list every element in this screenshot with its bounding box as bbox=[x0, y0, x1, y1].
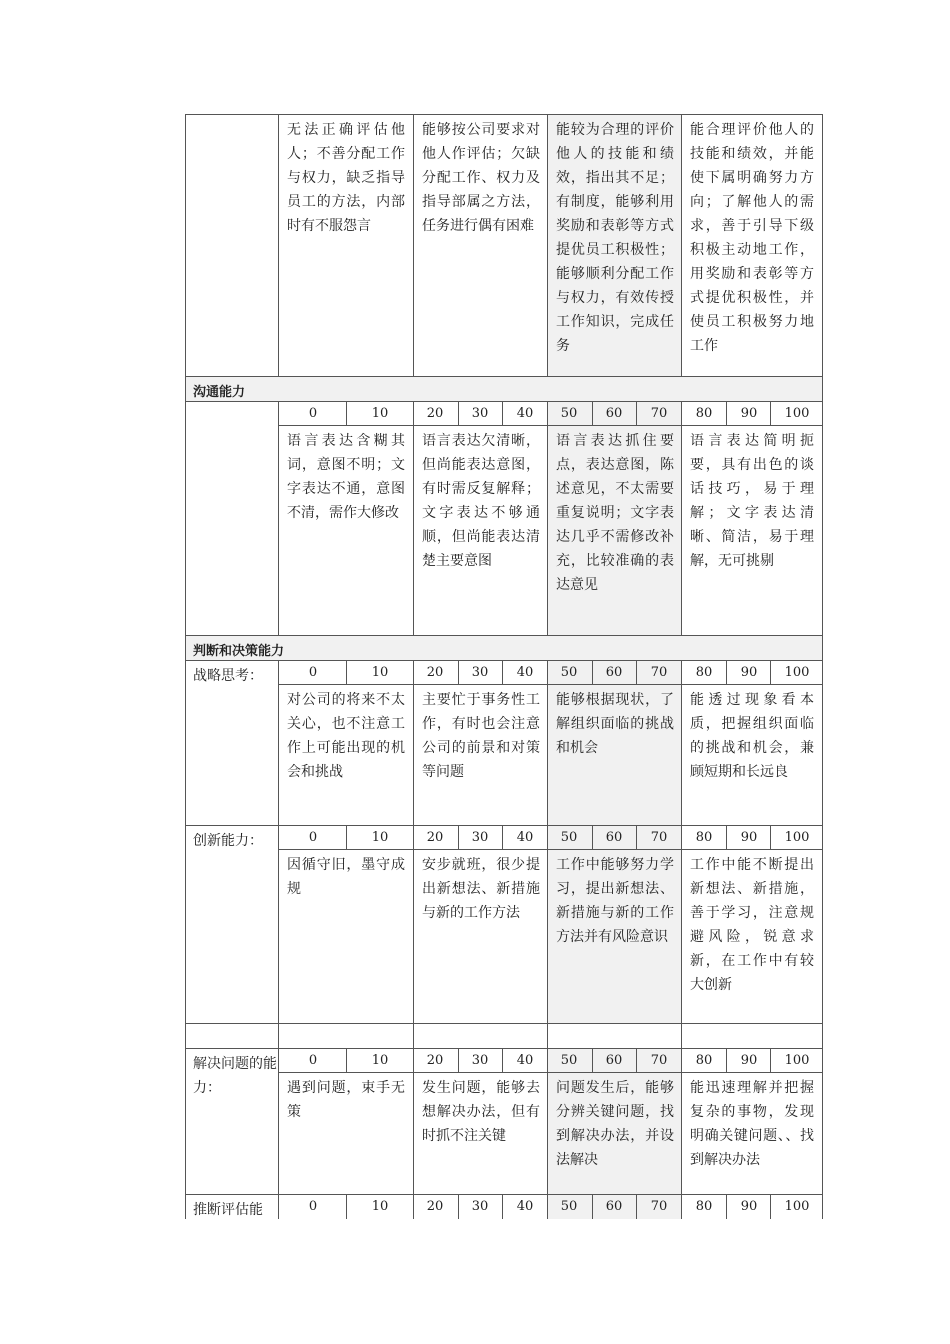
score-label: 20 bbox=[426, 1053, 444, 1068]
score-label: 0 bbox=[308, 1199, 318, 1214]
row-line bbox=[185, 660, 823, 661]
score-sub-line bbox=[726, 825, 727, 849]
row-label-innovation: 创新能力： bbox=[193, 833, 263, 849]
desc-cell: 语言表达抓住要点，表达意图，陈述意见，不太需要重复说明；文字表达几乎不需修改补充，比较准确的表达意见 bbox=[556, 433, 674, 593]
score-sub-line bbox=[592, 660, 593, 684]
row-line bbox=[185, 825, 823, 826]
score-label: 10 bbox=[371, 665, 389, 680]
col-line bbox=[681, 114, 682, 377]
score-label: 60 bbox=[605, 406, 623, 421]
score-label: 50 bbox=[560, 1053, 578, 1068]
row-label-inference: 推断评估能 bbox=[193, 1202, 263, 1218]
section-bg bbox=[186, 377, 822, 401]
col-line bbox=[547, 660, 548, 1219]
score-label: 20 bbox=[426, 830, 444, 845]
score-label: 60 bbox=[605, 1199, 623, 1214]
score-sub-line bbox=[458, 660, 459, 684]
row-line bbox=[278, 425, 823, 426]
score-sub-line bbox=[592, 1048, 593, 1072]
desc-cell: 遇到问题，束手无策 bbox=[287, 1080, 405, 1120]
col-line bbox=[413, 660, 414, 1219]
score-sub-line bbox=[770, 825, 771, 849]
score-label: 70 bbox=[650, 830, 668, 845]
desc-cell: 能够按公司要求对他人作评估；欠缺分配工作、权力及指导部属之方法，任务进行偶有困难 bbox=[422, 122, 540, 234]
score-sub-line bbox=[592, 1194, 593, 1219]
score-label: 0 bbox=[308, 830, 318, 845]
score-label: 100 bbox=[784, 406, 810, 421]
score-label: 60 bbox=[605, 1053, 623, 1068]
row-line bbox=[185, 1023, 823, 1024]
desc-cell: 能够根据现状，了解组织面临的挑战和机会 bbox=[556, 692, 674, 756]
score-label: 100 bbox=[784, 665, 810, 680]
row-line bbox=[185, 1194, 823, 1195]
score-label: 90 bbox=[740, 406, 758, 421]
score-label: 20 bbox=[426, 1199, 444, 1214]
desc-cell: 能迅速理解并把握复杂的事物，发现明确关键问题、、找到解决办法 bbox=[690, 1080, 814, 1168]
score-sub-line bbox=[636, 401, 637, 425]
score-sub-line bbox=[770, 401, 771, 425]
score-sub-line bbox=[592, 401, 593, 425]
row-label-strategy: 战略思考： bbox=[193, 668, 263, 684]
score-label: 30 bbox=[471, 665, 489, 680]
score-sub-line bbox=[346, 825, 347, 849]
row-line bbox=[185, 401, 823, 402]
score-sub-line bbox=[346, 1194, 347, 1219]
score-sub-line bbox=[592, 825, 593, 849]
score-label: 40 bbox=[516, 406, 534, 421]
score-sub-line bbox=[458, 825, 459, 849]
desc-cell: 工作中能够努力学习，提出新想法、新措施与新的工作方法并有风险意识 bbox=[556, 857, 674, 945]
score-sub-line bbox=[502, 1048, 503, 1072]
score-label: 30 bbox=[471, 1053, 489, 1068]
section-title-communication: 沟通能力 bbox=[193, 385, 246, 400]
score-sub-line bbox=[502, 1194, 503, 1219]
score-label: 20 bbox=[426, 406, 444, 421]
score-label: 90 bbox=[740, 665, 758, 680]
section-title-judgment: 判断和决策能力 bbox=[193, 644, 285, 659]
score-label: 0 bbox=[308, 665, 318, 680]
score-sub-line bbox=[726, 1048, 727, 1072]
desc-cell: 能合理评价他人的技能和绩效，并能使下属明确努力方向；了解他人的需求，善于引导下级积极主动地工作，用奖励和表彰等方式提优积极性，并使员工积极努力地工作 bbox=[690, 122, 814, 354]
score-sub-line bbox=[502, 401, 503, 425]
score-label: 60 bbox=[605, 665, 623, 680]
score-label: 80 bbox=[695, 1053, 713, 1068]
desc-cell: 工作中能不断提出新想法、新措施，善于学习，注意规避风险，锐意求新，在工作中有较大创新 bbox=[690, 857, 814, 993]
score-label: 50 bbox=[560, 406, 578, 421]
score-sub-line bbox=[770, 1194, 771, 1219]
desc-cell: 因循守旧，墨守成规 bbox=[287, 857, 405, 897]
score-sub-line bbox=[636, 1194, 637, 1219]
desc-cell: 语言表达含糊其词，意图不明；文字表达不通，意图不清，需作大修改 bbox=[287, 433, 405, 521]
row-line bbox=[278, 1072, 823, 1073]
score-label: 30 bbox=[471, 406, 489, 421]
col-line bbox=[681, 401, 682, 636]
col-line bbox=[413, 401, 414, 636]
score-label: 50 bbox=[560, 1199, 578, 1214]
score-label: 0 bbox=[308, 406, 318, 421]
col-line bbox=[278, 660, 279, 1219]
col-line bbox=[278, 114, 279, 377]
score-sub-line bbox=[636, 825, 637, 849]
col-line bbox=[681, 660, 682, 1219]
desc-cell: 主要忙于事务性工作，有时也会注意公司的前景和对策等问题 bbox=[422, 692, 540, 780]
row-line bbox=[185, 635, 823, 636]
score-label: 10 bbox=[371, 1053, 389, 1068]
score-label: 30 bbox=[471, 830, 489, 845]
score-label: 90 bbox=[740, 1053, 758, 1068]
score-label: 20 bbox=[426, 665, 444, 680]
desc-cell: 无法正确评估他人；不善分配工作与权力，缺乏指导员工的方法，内部时有不服怨言 bbox=[287, 122, 405, 234]
row-label-problem-solving: 解决问题的能力： bbox=[193, 1056, 277, 1096]
score-sub-line bbox=[726, 401, 727, 425]
score-sub-line bbox=[458, 401, 459, 425]
score-label: 10 bbox=[371, 406, 389, 421]
score-sub-line bbox=[726, 1194, 727, 1219]
score-sub-line bbox=[770, 660, 771, 684]
score-label: 50 bbox=[560, 665, 578, 680]
score-sub-line bbox=[726, 660, 727, 684]
col-line bbox=[278, 401, 279, 636]
score-sub-line bbox=[458, 1048, 459, 1072]
row-line bbox=[185, 376, 823, 377]
score-label: 40 bbox=[516, 665, 534, 680]
score-label: 40 bbox=[516, 1199, 534, 1214]
score-label: 90 bbox=[740, 1199, 758, 1214]
score-label: 80 bbox=[695, 1199, 713, 1214]
score-label: 30 bbox=[471, 1199, 489, 1214]
score-label: 10 bbox=[371, 1199, 389, 1214]
desc-cell: 能透过现象看本质，把握组织面临的挑战和机会，兼顾短期和长远良 bbox=[690, 692, 814, 780]
col-line bbox=[547, 401, 548, 636]
score-sub-line bbox=[346, 660, 347, 684]
desc-cell: 语言表达简明扼要，具有出色的谈话技巧，易于理解；文字表达清晰、简洁，易于理解，无可挑剔 bbox=[690, 433, 814, 569]
score-sub-line bbox=[636, 660, 637, 684]
score-sub-line bbox=[636, 1048, 637, 1072]
score-sub-line bbox=[346, 1048, 347, 1072]
desc-cell: 能较为合理的评价他人的技能和绩效，指出其不足；有制度，能够利用奖励和表彰等方式提优员工积极性；能够顺利分配工作与权力，有效传授工作知识，完成任务 bbox=[556, 122, 674, 354]
score-label: 80 bbox=[695, 830, 713, 845]
score-label: 90 bbox=[740, 830, 758, 845]
score-label: 100 bbox=[784, 1053, 810, 1068]
score-label: 100 bbox=[784, 1199, 810, 1214]
score-label: 100 bbox=[784, 830, 810, 845]
score-label: 70 bbox=[650, 665, 668, 680]
score-label: 50 bbox=[560, 830, 578, 845]
score-label: 70 bbox=[650, 406, 668, 421]
desc-cell: 问题发生后，能够分辨关键问题，找到解决办法，并设法解决 bbox=[556, 1080, 674, 1168]
score-sub-line bbox=[770, 1048, 771, 1072]
score-label: 60 bbox=[605, 830, 623, 845]
row-line bbox=[278, 684, 823, 685]
score-sub-line bbox=[458, 1194, 459, 1219]
score-label: 80 bbox=[695, 406, 713, 421]
desc-cell: 语言表达欠清晰，但尚能表达意图，有时需反复解释；文字表达不够通顺，但尚能表达清楚主要意图 bbox=[422, 433, 540, 569]
evaluation-table bbox=[185, 114, 823, 1219]
score-label: 70 bbox=[650, 1199, 668, 1214]
score-label: 10 bbox=[371, 830, 389, 845]
score-sub-line bbox=[502, 660, 503, 684]
score-label: 70 bbox=[650, 1053, 668, 1068]
score-sub-line bbox=[346, 401, 347, 425]
desc-cell: 安步就班，很少提出新想法、新措施与新的工作方法 bbox=[422, 857, 540, 921]
col-line bbox=[413, 114, 414, 377]
desc-cell: 对公司的将来不太关心，也不注意工作上可能出现的机会和挑战 bbox=[287, 692, 405, 780]
row-line bbox=[278, 849, 823, 850]
col-line bbox=[547, 114, 548, 377]
score-label: 80 bbox=[695, 665, 713, 680]
desc-cell: 发生问题，能够去想解决办法，但有时抓不注关键 bbox=[422, 1080, 540, 1144]
row-line bbox=[185, 1048, 823, 1049]
score-label: 40 bbox=[516, 1053, 534, 1068]
score-label: 40 bbox=[516, 830, 534, 845]
score-sub-line bbox=[502, 825, 503, 849]
score-label: 0 bbox=[308, 1053, 318, 1068]
